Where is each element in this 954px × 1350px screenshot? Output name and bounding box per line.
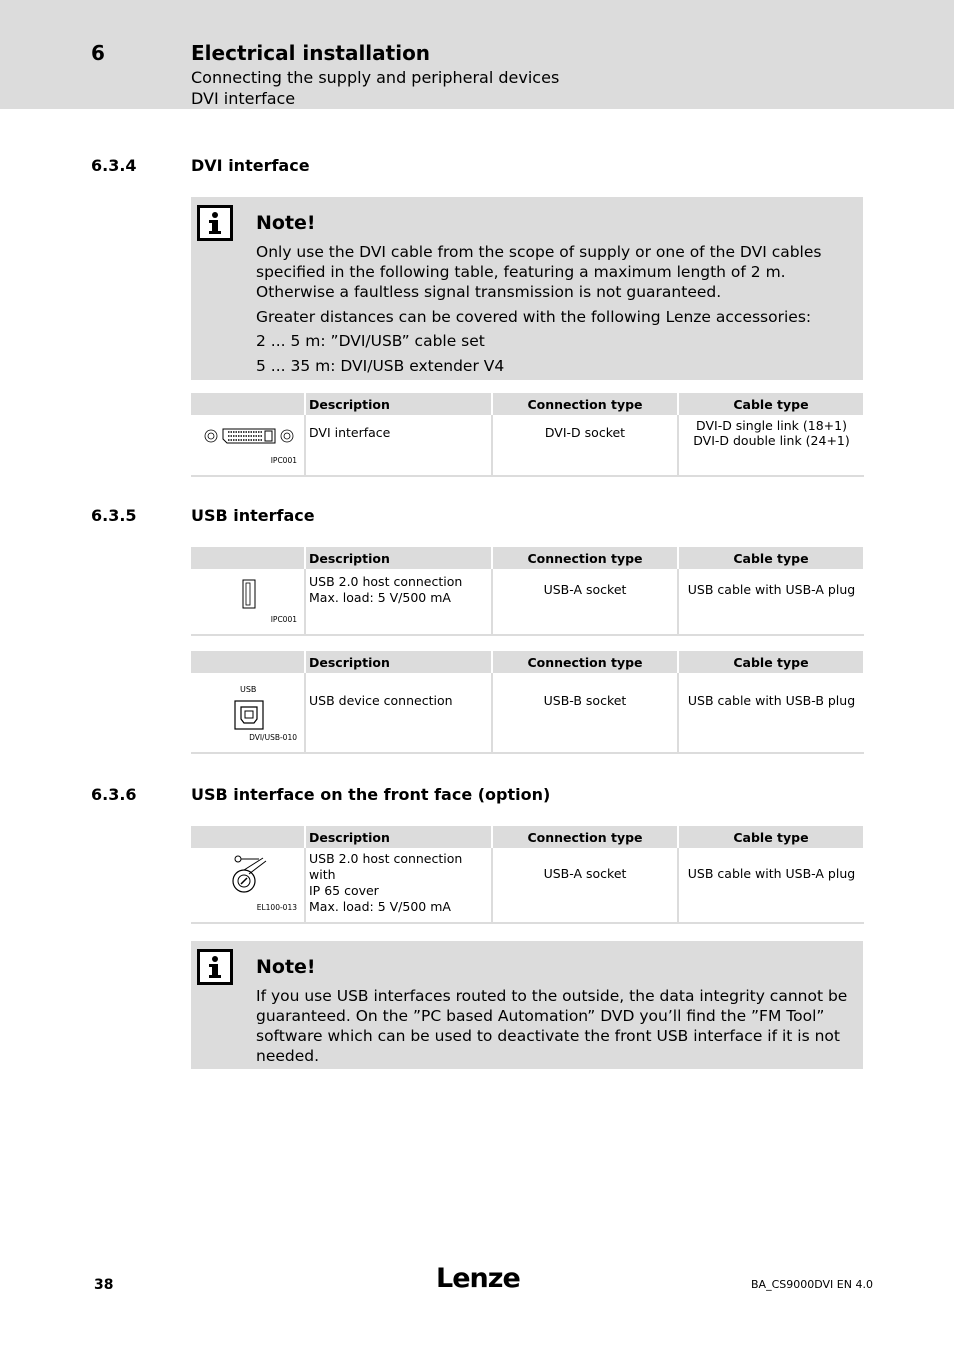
dvi-table <box>191 393 865 477</box>
cable-type-header: Cable type <box>678 826 864 848</box>
cable-type-cell <box>678 415 864 476</box>
description-cell <box>305 848 492 923</box>
cable-type-line: DVI-D single link (18+1) <box>696 418 847 433</box>
front-usb-table <box>191 826 865 924</box>
note-text: guaranteed. On the ”PC based Automation” DVD you’ll find the ”FM Tool” <box>256 1007 825 1025</box>
cable-type-header: Cable type <box>678 547 864 569</box>
description-header: Description <box>305 651 492 673</box>
description-cell: USB device connection <box>305 673 492 753</box>
note-text: 2 ... 5 m: ”DVI/USB” cable set <box>256 332 485 350</box>
connection-type-header: Connection type <box>492 393 678 415</box>
header-blank <box>191 651 305 673</box>
header-blank <box>191 547 305 569</box>
header-blank <box>191 393 305 415</box>
usb-a-table <box>191 547 865 636</box>
description-line: USB 2.0 host connection <box>309 574 463 589</box>
note-text: Only use the DVI cable from the scope of supply or one of the DVI cables <box>256 243 822 261</box>
note-text: 5 ... 35 m: DVI/USB extender V4 <box>256 357 505 375</box>
description-line: Max. load: 5 V/500 mA <box>309 899 451 914</box>
section-number: 6.3.6 <box>91 785 137 804</box>
connection-type-header: Connection type <box>492 826 678 848</box>
connection-type-cell: USB-A socket <box>492 848 678 923</box>
image-code: EL100-013 <box>256 903 297 912</box>
connection-type-header: Connection type <box>492 651 678 673</box>
connection-type-cell: DVI-D socket <box>492 415 678 476</box>
cable-type-cell: USB cable with USB-B plug <box>678 673 864 753</box>
cable-type-cell: USB cable with USB-A plug <box>678 569 864 635</box>
connector-image-cell <box>191 673 305 753</box>
cable-type-line: DVI-D double link (24+1) <box>693 433 850 448</box>
note-text: software which can be used to deactivate the front USB interface if it is not <box>256 1027 840 1045</box>
cable-type-header: Cable type <box>678 393 864 415</box>
chapter-title: Electrical installation <box>191 41 431 65</box>
description-header: Description <box>305 393 492 415</box>
image-code: IPC001 <box>270 456 297 465</box>
cable-type-header: Cable type <box>678 651 864 673</box>
image-code: DVI/USB-010 <box>249 733 297 742</box>
description-line: Max. load: 5 V/500 mA <box>309 590 451 605</box>
note-text: Otherwise a faultless signal transmission is not guaranteed. <box>256 283 722 301</box>
section-title: USB interface <box>191 506 315 525</box>
usb-b-connector-icon <box>234 700 264 730</box>
section-number: 6.3.5 <box>91 506 137 525</box>
lenze-logo: Lenze <box>436 1263 520 1294</box>
section-title: DVI interface <box>191 156 310 175</box>
cable-type-cell: USB cable with USB-A plug <box>678 848 864 923</box>
description-header: Description <box>305 826 492 848</box>
connector-image-cell <box>191 415 305 476</box>
note-text: needed. <box>256 1047 320 1065</box>
document-id: BA_CS9000DVI EN 4.0 <box>751 1278 873 1291</box>
chapter-subsubtitle: DVI interface <box>191 89 296 108</box>
connection-type-cell: USB-B socket <box>492 673 678 753</box>
header-band <box>0 0 954 109</box>
usb-label: USB <box>240 685 257 694</box>
description-cell: DVI interface <box>305 415 492 476</box>
note-title: Note! <box>256 956 316 978</box>
note-box <box>191 941 863 1069</box>
image-code: IPC001 <box>270 615 297 624</box>
note-text: Greater distances can be covered with the following Lenze accessories: <box>256 308 812 326</box>
usb-a-connector-icon <box>241 579 257 609</box>
usb-cover-icon <box>229 854 269 894</box>
connector-image-cell <box>191 569 305 635</box>
connection-type-cell: USB-A socket <box>492 569 678 635</box>
note-text: specified in the following table, featuring a maximum length of 2 m. <box>256 263 786 281</box>
description-line: IP 65 cover <box>309 883 379 898</box>
description-header: Description <box>305 547 492 569</box>
dvi-connector-icon <box>203 425 295 447</box>
chapter-number: 6 <box>91 41 105 65</box>
connector-image-cell <box>191 848 305 923</box>
description-line: USB 2.0 host connection with <box>309 851 463 882</box>
note-title: Note! <box>256 212 316 234</box>
header-blank <box>191 826 305 848</box>
note-text: If you use USB interfaces routed to the outside, the data integrity cannot be <box>256 987 848 1005</box>
section-title: USB interface on the front face (option) <box>191 785 551 804</box>
info-icon <box>197 205 233 241</box>
usb-b-table <box>191 651 865 754</box>
section-number: 6.3.4 <box>91 156 137 175</box>
chapter-subtitle: Connecting the supply and peripheral devices <box>191 68 560 87</box>
description-cell <box>305 569 492 635</box>
page-number: 38 <box>94 1277 114 1293</box>
note-box <box>191 197 863 380</box>
info-icon <box>197 949 233 985</box>
connection-type-header: Connection type <box>492 547 678 569</box>
